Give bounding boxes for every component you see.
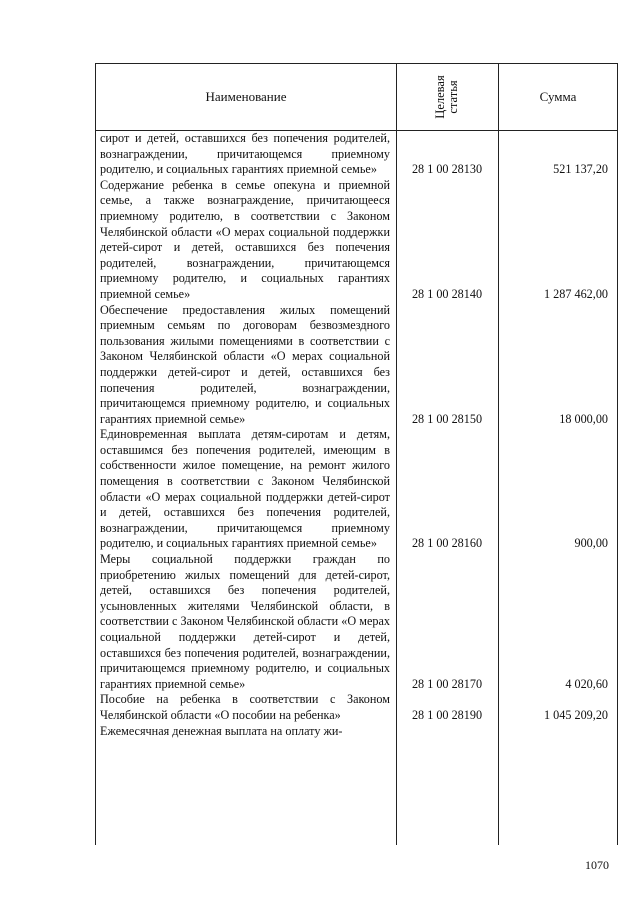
row-code: 28 1 00 28130 [411, 162, 483, 177]
row-sum: 18 000,00 [559, 411, 608, 426]
row-sum: 521 137,20 [553, 162, 608, 177]
table-row [0, 427, 640, 552]
row-code: 28 1 00 28140 [411, 286, 483, 301]
row-name: Меры социальной поддержки граждан по приобретению жилых помещений для детей-сирот, детей, оставшихся без попечения родителей, усыновленных жителями Челябинской области, в соответствии с Законом Челябинской области «О мерах социальной поддержки детей-сирот и детей, оставшихся без попечения родителей, вознаграждении, причитающемся приемному родителю, и социальных гарантиях приемной семье» [100, 552, 390, 691]
row-name: Ежемесячная денежная выплата на оплату жи- [100, 723, 343, 738]
row-code: 28 1 00 28150 [411, 411, 483, 426]
row-sum: 1 287 462,00 [544, 286, 608, 301]
page-number: 1070 [585, 858, 609, 872]
table-row [0, 131, 640, 178]
header-name: Наименование [205, 89, 287, 104]
header-sum: Сумма [539, 89, 577, 104]
header-target-label: Целевая статья [433, 75, 460, 119]
row-sum: 900,00 [574, 536, 608, 551]
row-name: Содержание ребенка в семье опекуна и приемной семье, а также вознаграждение, причитающееся приемному родителю, в соответствии с Законом Челябинской области «О мерах социальной поддержки детей-сирот и детей, оставшихся без попечения родителей, вознаграждении, причитающемся приемному родителю, и социальных гарантиях приемной семье» [100, 177, 390, 301]
row-code: 28 1 00 28190 [411, 707, 483, 722]
row-code: 28 1 00 28160 [411, 536, 483, 551]
table-row [0, 724, 640, 740]
table-row [0, 692, 640, 723]
row-sum: 1 045 209,20 [544, 707, 608, 722]
table-row [0, 303, 640, 428]
row-code: 28 1 00 28170 [411, 676, 483, 691]
row-name: сирот и детей, оставшихся без попечения родителей, вознаграждении, причитающемся приемному родителю, и социальных гарантиях приемной семье» [100, 131, 390, 177]
table-body [0, 131, 640, 739]
row-name: Пособие на ребенка в соответствии с Законом Челябинской области «О пособии на ребенка» [100, 692, 390, 722]
header-target [397, 64, 497, 130]
row-sum: 4 020,60 [565, 676, 608, 691]
row-name: Единовременная выплата детям-сиротам и детям, оставшимся без попечения родителей, имеющим в собственности жилое помещение, на ремонт жилого помещения в соответствии с Законом Челябинской области «О мерах социальной поддержки детей-сирот и детей, оставшихся без попечения родителей, вознаграждении, причитающемся приемному родителю, и социальных гарантиях приемной семье» [100, 427, 390, 551]
row-name: Обеспечение предоставления жилых помещений приемным семьям по договорам безвозмездного пользования жилыми помещениями в соответствии с Законом Челябинской области «О мерах социальной поддержки детей-сирот и детей, оставшихся без попечения родителей, вознаграждении, причитающемся приемному родителю, и социальных гарантиях приемной семье» [100, 302, 390, 426]
table-row [0, 178, 640, 303]
table-row [0, 552, 640, 692]
